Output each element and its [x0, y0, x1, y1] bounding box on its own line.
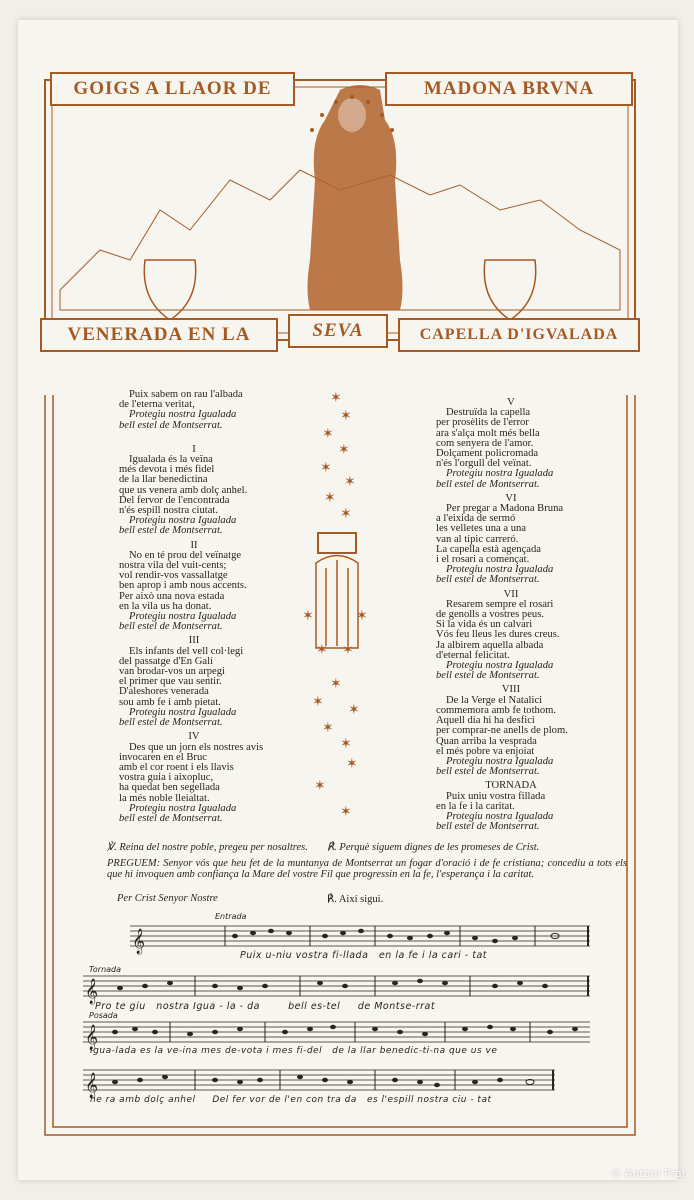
verse-line: Destruïda la capella [446, 407, 531, 419]
svg-text:✶: ✶ [340, 805, 352, 820]
verse-line: que us venera amb dolç anhel. [119, 484, 248, 496]
stanza-number: IV [188, 731, 200, 743]
verse-line: com senyera de l'amor. [436, 437, 534, 449]
verse-line: Aquell dia hi ha desfici [436, 715, 535, 727]
refrain-line: Protegiu nostra Igualada [129, 611, 237, 623]
verse-line: De la Verge el Natalici [446, 694, 543, 706]
verse-line: commemora amb fe tothom. [436, 704, 557, 716]
header-illustration [40, 60, 640, 370]
verse-line: Puix uniu vostra fillada [446, 790, 546, 802]
verse-line: vol rendir-vos vassallatge [119, 570, 228, 582]
photo-credit: © Antoni Prat [610, 1167, 686, 1180]
svg-text:𝄞: 𝄞 [85, 979, 99, 1004]
verse-line: d'eternal felicitat. [436, 649, 510, 661]
svg-text:✶: ✶ [330, 391, 342, 406]
verse-line: Quan arriba la vesprada [436, 735, 537, 747]
refrain-line: bell estel de Montserrat. [119, 812, 223, 824]
refrain-line: Protegiu nostra Igualada [446, 564, 554, 576]
verse-line: ara s'alça molt més bella [436, 427, 540, 439]
refrain-line: bell estel de Montserrat. [436, 821, 540, 833]
banner-madona-bruna: MADONA BRVNA [385, 72, 633, 106]
stanza-number: VII [503, 588, 519, 600]
verse-line: el més pobre va enjoiat [436, 745, 535, 757]
refrain-line: bell estel de Montserrat. [119, 621, 223, 633]
stanza-8 [436, 685, 636, 777]
closing-line [107, 893, 627, 904]
verse-line: de genolls a vostres peus. [436, 609, 544, 621]
lyric-line-2: Pro te giu nostra Igua - la - da bell es-tel de Montse-rrat [95, 1001, 436, 1012]
versicle-response [107, 842, 627, 854]
verse-line: per comprar-ne anells de plom. [436, 725, 568, 737]
music-label-entrada: Entrada [215, 912, 247, 921]
verse-line: Puix sabem on rau l'albada [129, 389, 243, 400]
verse-line: D'aleshores venerada [119, 686, 209, 698]
banner-venerada: VENERADA EN LA [40, 318, 278, 352]
svg-text:✶: ✶ [348, 703, 360, 718]
staff-lines [75, 912, 615, 1112]
refrain-line: Protegiu nostra Igualada [129, 706, 237, 718]
prayer-text: PREGUEM: Senyor vós que heu fet de la muntanya de Montserrat un fogar d'oració i de fe cristiana; concediu a tots els que hi invoquen amb confiança la Mare del vostre Fil que progressin en la fe, l'esperança i la caritat. [107, 858, 627, 880]
banner-capella: CAPELLA D'IGVALADA [398, 318, 640, 352]
refrain-line: bell estel de Montserrat. [436, 766, 540, 778]
verse-line: Del fervor de l'encontrada [119, 494, 230, 506]
svg-text:✶: ✶ [324, 491, 336, 506]
verse-line: la més noble lleialtat. [119, 792, 210, 804]
verse-line: Per pregar a Madona Bruna [446, 503, 564, 515]
verse-line: No en té prou del veïnatge [129, 549, 242, 561]
svg-text:✶: ✶ [340, 507, 352, 522]
music-label-posada: Posada [89, 1011, 118, 1020]
stanza-number: III [188, 635, 200, 647]
svg-text:✶: ✶ [342, 643, 354, 658]
refrain-line: bell estel de Montserrat. [436, 574, 540, 586]
svg-text:𝄞: 𝄞 [132, 929, 146, 954]
verse-line: per prosèlits de l'error [436, 417, 529, 429]
stanza-1 [119, 445, 319, 537]
svg-text:✶: ✶ [330, 677, 342, 692]
verse-line: de la llar benedictina [119, 474, 208, 486]
refrain-line: Protegiu nostra Igualada [129, 802, 237, 814]
svg-text:✶: ✶ [338, 443, 350, 458]
stanza-tornada [436, 781, 636, 832]
svg-text:✶: ✶ [340, 737, 352, 752]
stanza-intro [119, 390, 319, 431]
svg-text:𝄞: 𝄞 [85, 1025, 99, 1050]
svg-text:✶: ✶ [346, 757, 358, 772]
verse-line: van al típic carreró. [436, 533, 519, 545]
stanza-number: V [507, 397, 515, 408]
verse-line: vostra guia i aixopluc, [119, 772, 214, 784]
svg-text:✶: ✶ [316, 643, 328, 658]
stanza-number: TORNADA [485, 780, 537, 792]
verse-line: del passatge d'En Galí [119, 655, 213, 667]
verse-line: Per això una nova estada [119, 590, 225, 602]
response: ℟. Perquè siguem dignes de les promeses de Crist. [327, 842, 540, 853]
verse-line: La capella està agençada [436, 543, 541, 555]
verse-line: Des que un jorn els nostres avis [129, 741, 264, 753]
closing-left: Per Crist Senyor Nostre [117, 893, 218, 904]
refrain-line: bell estel de Montserrat. [119, 717, 223, 729]
svg-text:𝄞: 𝄞 [85, 1073, 99, 1098]
refrain-line: bell estel de Montserrat. [436, 478, 540, 490]
svg-text:✶: ✶ [314, 779, 326, 794]
stanza-number: VI [505, 492, 517, 504]
verses-right-column [436, 394, 636, 832]
verse-line: sou amb fe i amb pietat. [119, 696, 221, 708]
closing-right: ℟. Així sigui. [327, 894, 384, 905]
refrain-line: bell estel de Montserrat. [119, 419, 223, 431]
refrain-line: Protegiu nostra Igualada [129, 515, 237, 527]
verse-line: Resarem sempre el rosari [446, 598, 554, 610]
lyric-line-4: ne ra amb dolç anhel Del fer vor de l'en con tra da es l'espill nostra ciu - tat [90, 1095, 492, 1105]
refrain-line: bell estel de Montserrat. [119, 525, 223, 537]
verse-line: més devota i més fidel [119, 464, 215, 476]
verse-line: n'és espill nostra ciutat. [119, 505, 218, 517]
verse-line: Igualada és la veïna [129, 454, 213, 466]
verse-line: en la fe i la caritat. [436, 800, 515, 812]
verse-line: de l'eterna veritat, [119, 399, 195, 411]
verse-line: i el rosari a començat. [436, 554, 530, 566]
verse-line: invocaren en el Bruc [119, 751, 207, 763]
svg-text:✶: ✶ [356, 609, 368, 624]
svg-text:✶: ✶ [312, 695, 324, 710]
stanza-2 [119, 541, 319, 633]
banner-seva: SEVA [288, 314, 388, 348]
svg-text:✶: ✶ [302, 609, 314, 624]
versicle: ℣. Reina del nostre poble, pregeu per nosaltres. [107, 842, 308, 853]
refrain-line: Protegiu nostra Igualada [446, 810, 554, 822]
stanza-3 [119, 636, 319, 728]
svg-text:✶: ✶ [322, 721, 334, 736]
verse-line: amb el cor roent i els llavis [119, 761, 234, 773]
verse-line: n'és l'orgull del veïnat. [436, 458, 532, 470]
verse-line: en la vila us ha donat. [119, 600, 212, 612]
verse-line: Els infants del vell col·legi [129, 645, 244, 657]
stanza-number: VIII [501, 684, 521, 696]
stanza-4 [119, 732, 319, 824]
verse-line: a l'eixida de sermó [436, 513, 516, 525]
verses-left-column [119, 390, 319, 824]
refrain-line: Protegiu nostra Igualada [446, 660, 554, 672]
stanza-5 [436, 398, 636, 490]
svg-text:✶: ✶ [340, 409, 352, 424]
verse-line: les velletes una a una [436, 523, 527, 535]
verse-line: ha quedat ben segellada [119, 782, 220, 794]
svg-text:✶: ✶ [322, 427, 334, 442]
stanza-6 [436, 494, 636, 586]
svg-text:✶: ✶ [344, 475, 356, 490]
verse-line: Vós feu lleus les dures creus. [436, 629, 560, 641]
stanza-number: II [190, 539, 198, 551]
verse-line: ben aprop i amb nous accents. [119, 580, 247, 592]
music-label-tornada: Tornada [89, 965, 122, 974]
verse-line: Dolçament policromada [436, 448, 539, 460]
lyric-line-1: Puix u-niu vostra fi-llada en la fe i la cari - tat [240, 950, 488, 961]
lyric-line-3: Igua-lada es la ve-ina mes de-vota i mes fi-del de la llar benedic-ti-na que us ve [90, 1046, 498, 1056]
music-score [75, 912, 615, 1112]
verse-line: el primer que vau sentir. [119, 676, 222, 688]
banner-goigs-title: GOIGS A LLAOR DE [50, 72, 295, 106]
verse-line: nostra vila del vuit-cents; [119, 560, 227, 572]
refrain-line: bell estel de Montserrat. [436, 670, 540, 682]
stanza-7 [436, 590, 636, 682]
refrain-line: Protegiu nostra Igualada [446, 468, 554, 480]
refrain-line: Protegiu nostra Igualada [446, 755, 554, 767]
stanza-number: I [192, 443, 196, 455]
verse-line: Si la vida és un calvari [436, 619, 533, 631]
refrain-line: Protegiu nostra Igualada [129, 409, 237, 421]
verse-line: van brodar-vos un arpegi [119, 666, 225, 678]
verse-line: Ja albirem aquella albada [436, 639, 544, 651]
svg-text:✶: ✶ [320, 461, 332, 476]
